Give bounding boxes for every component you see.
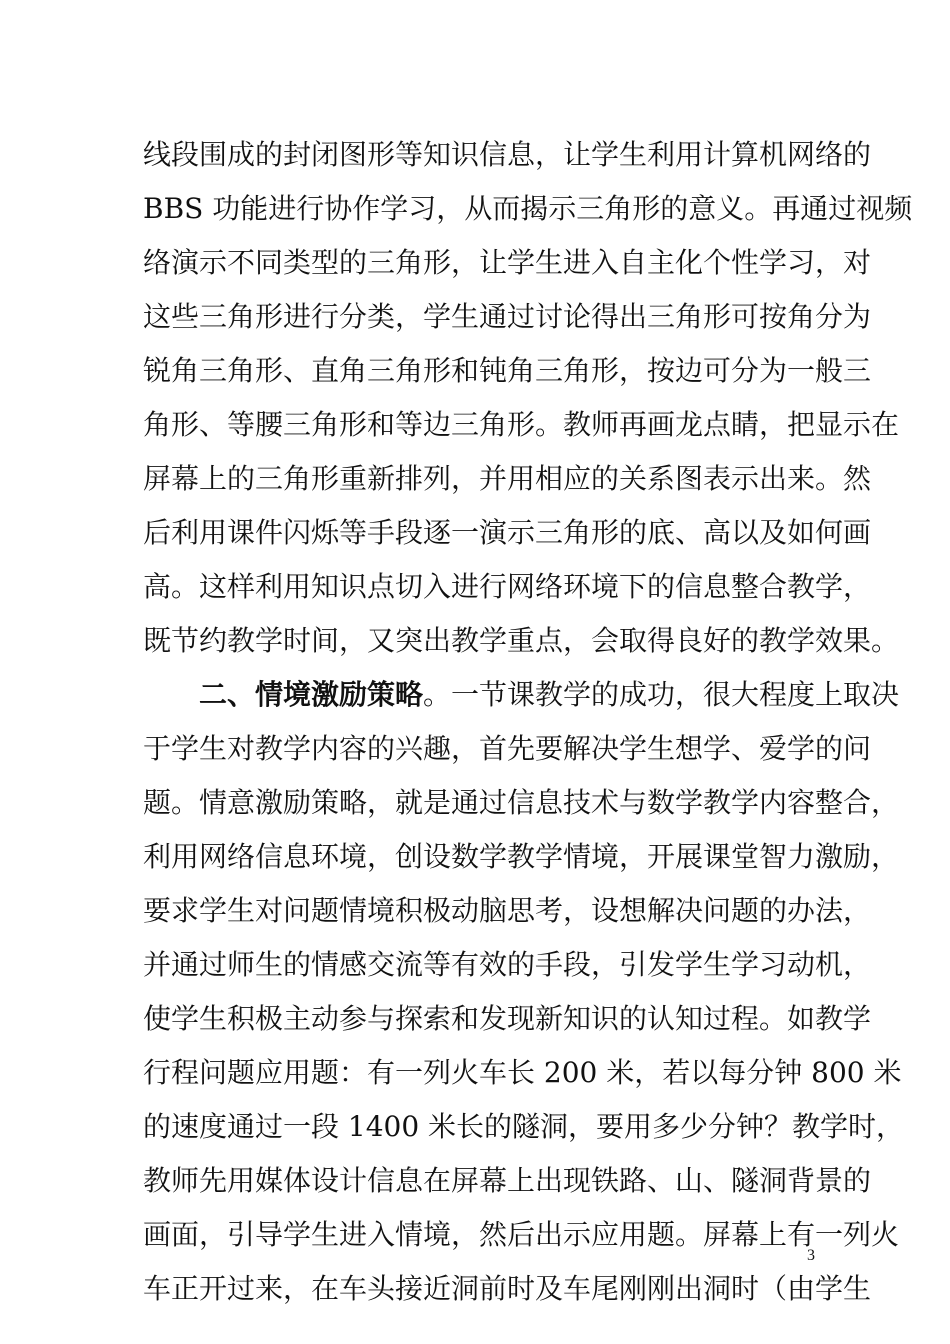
text-line: 要求学生对问题情境积极动脑思考，设想解决问题的办法， — [143, 894, 872, 927]
section-heading: 二、情境激励策略 — [199, 678, 424, 711]
body-text — [143, 128, 913, 1316]
text-line: 角形、等腰三角形和等边三角形。教师再画龙点睛，把显示在 — [143, 408, 900, 441]
text-line: 画面，引导学生进入情境，然后出示应用题。屏幕上有一列火 — [143, 1218, 900, 1251]
text-line: 屏幕上的三角形重新排列，并用相应的关系图表示出来。然 — [143, 462, 872, 495]
text-line: 既节约教学时间，又突出教学重点，会取得良好的教学效果。 — [143, 624, 900, 657]
text-line: 锐角三角形、直角三角形和钝角三角形，按边可分为一般三 — [143, 354, 872, 387]
text-line: 车正开过来，在车头接近洞前时及车尾刚刚出洞时（由学生 — [143, 1272, 872, 1305]
text-line: 的速度通过一段 1400 米长的隧洞，要用多少分钟？教学时， — [143, 1110, 905, 1143]
section-first-line-text: 。一节课教学的成功，很大程度上取决 — [423, 678, 900, 711]
text-line: 高。这样利用知识点切入进行网络环境下的信息整合教学， — [143, 570, 872, 603]
page-number: 3 — [807, 1247, 815, 1264]
text-line: 线段围成的封闭图形等知识信息，让学生利用计算机网络的 — [143, 138, 872, 171]
text-line: 题。情意激励策略，就是通过信息技术与数学教学内容整合， — [143, 786, 900, 819]
section-first-line — [143, 668, 900, 722]
text-line: 这些三角形进行分类，学生通过讨论得出三角形可按角分为 — [143, 300, 872, 333]
text-line: 行程问题应用题：有一列火车长 200 米，若以每分钟 800 米 — [143, 1056, 902, 1089]
text-line: 教师先用媒体设计信息在屏幕上出现铁路、山、隧洞背景的 — [143, 1164, 872, 1197]
text-line: 利用网络信息环境，创设数学教学情境，开展课堂智力激励， — [143, 840, 900, 873]
text-line: 后利用课件闪烁等手段逐一演示三角形的底、高以及如何画 — [143, 516, 872, 549]
text-line: BBS 功能进行协作学习，从而揭示三角形的意义。再通过视频 — [143, 192, 913, 225]
text-line: 使学生积极主动参与探索和发现新知识的认知过程。如教学 — [143, 1002, 872, 1035]
text-line: 于学生对教学内容的兴趣，首先要解决学生想学、爱学的问 — [143, 732, 872, 765]
text-line: 络演示不同类型的三角形，让学生进入自主化个性学习，对 — [143, 246, 872, 279]
text-line: 并通过师生的情感交流等有效的手段，引发学生学习动机， — [143, 948, 872, 981]
